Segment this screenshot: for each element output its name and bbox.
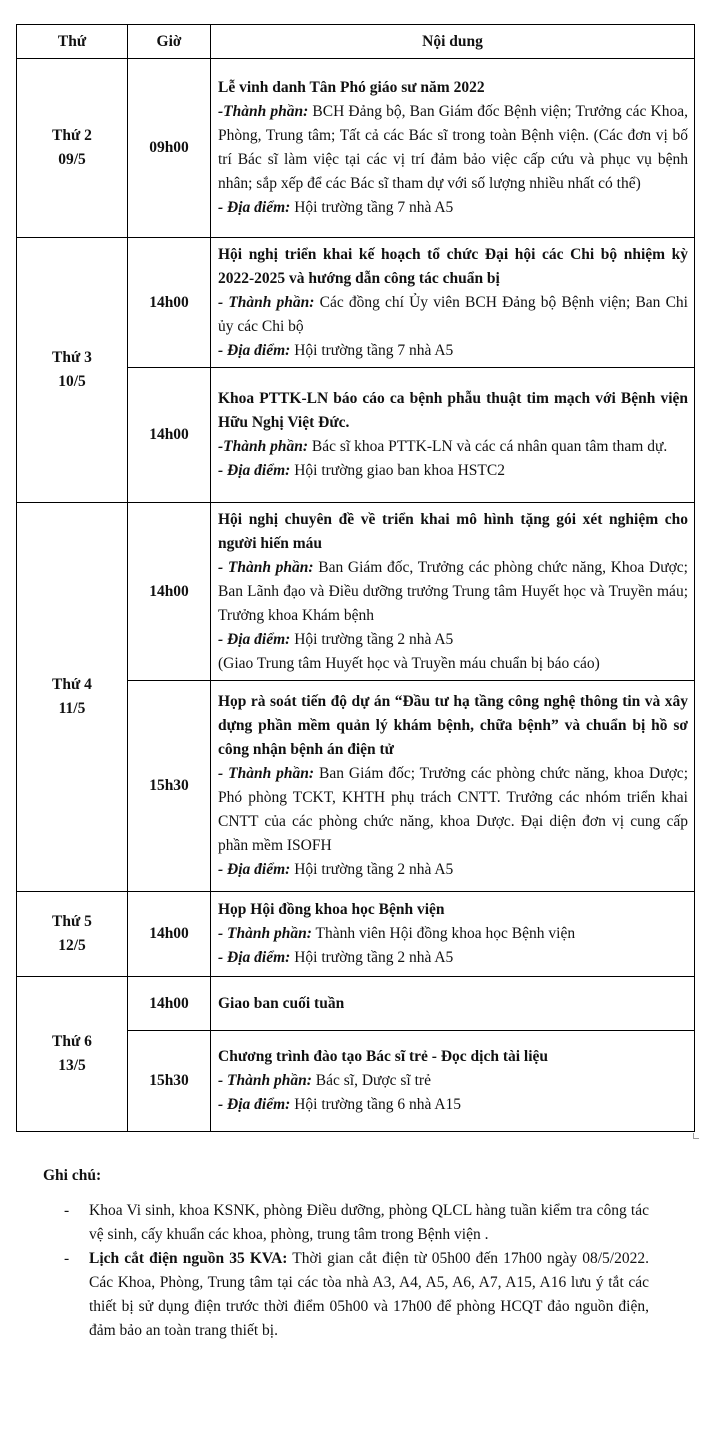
event-content bbox=[211, 1031, 695, 1132]
location-label: - Địa điểm: bbox=[218, 861, 291, 878]
time-cell: 14h00 bbox=[128, 892, 211, 977]
day-label: Thứ 5 bbox=[52, 913, 92, 930]
location-text: Hội trường tầng 7 nhà A5 bbox=[290, 341, 454, 359]
event-title: Khoa PTTK-LN báo cáo ca bệnh phẫu thuật tim mạch với Bệnh viện Hữu Nghị Việt Đức. bbox=[218, 390, 688, 431]
event-participants bbox=[218, 435, 688, 459]
location-label: - Địa điểm: bbox=[218, 462, 291, 479]
day-date: 13/5 bbox=[58, 1057, 86, 1074]
event-location bbox=[218, 1093, 688, 1117]
participants-text: Bác sĩ khoa PTTK-LN và các cá nhân quan tâm tham dự. bbox=[308, 438, 668, 455]
time-cell: 14h00 bbox=[128, 368, 211, 503]
event-location bbox=[218, 946, 688, 970]
header-time: Giờ bbox=[128, 25, 211, 59]
table-row bbox=[17, 892, 695, 977]
day-cell bbox=[17, 59, 128, 238]
table-end-marker bbox=[693, 1133, 699, 1139]
table-row bbox=[17, 503, 695, 681]
participants-label: - Thành phần: bbox=[218, 925, 312, 942]
event-participants bbox=[218, 922, 688, 946]
day-label: Thứ 2 bbox=[52, 127, 92, 144]
event-participants bbox=[218, 556, 688, 628]
time-cell: 09h00 bbox=[128, 59, 211, 238]
day-cell bbox=[17, 977, 128, 1132]
event-title: Họp rà soát tiến độ dự án “Đầu tư hạ tầng công nghệ thông tin và xây dựng phần mềm quản lý khám bệnh, chữa bệnh” và chuẩn bị hồ sơ công nhận bệnh án điện tử bbox=[218, 693, 688, 758]
event-location bbox=[218, 628, 688, 652]
note-bullet: - bbox=[64, 1250, 70, 1267]
event-title: Lễ vinh danh Tân Phó giáo sư năm 2022 bbox=[218, 79, 485, 96]
time-cell: 15h30 bbox=[128, 681, 211, 892]
schedule-table bbox=[16, 24, 695, 1132]
event-participants bbox=[218, 100, 688, 196]
note-text: Khoa Vi sinh, khoa KSNK, phòng Điều dưỡng, phòng QLCL hàng tuần kiểm tra công tác vệ sinh, cấy khuẩn các khoa, phòng, trung tâm trong Bệnh viện . bbox=[89, 1202, 649, 1243]
day-date: 10/5 bbox=[58, 373, 86, 390]
event-title: Họp Hội đồng khoa học Bệnh viện bbox=[218, 901, 445, 918]
participants-text: Ban Giám đốc, Trưởng các phòng chức năng, Khoa Dược; Ban Lãnh đạo và Điều dưỡng trưởng Trung tâm Huyết học và Truyền máu; Trưởng khoa Khám bệnh bbox=[218, 558, 688, 624]
location-label: - Địa điểm: bbox=[218, 341, 291, 359]
location-label: - Địa điểm: bbox=[218, 1096, 291, 1113]
day-label: Thứ 3 bbox=[52, 349, 92, 366]
event-title: Giao ban cuối tuần bbox=[218, 994, 345, 1012]
participants-label: - Thành phần: bbox=[218, 765, 315, 782]
event-content bbox=[211, 892, 695, 977]
participants-label: - Thành phần: bbox=[218, 558, 314, 576]
location-text: Hội trường tầng 7 nhà A5 bbox=[290, 199, 454, 216]
event-participants bbox=[218, 291, 688, 339]
location-text: Hội trường tầng 6 nhà A15 bbox=[290, 1096, 462, 1113]
day-label: Thứ 4 bbox=[52, 676, 92, 693]
header-content: Nội dung bbox=[211, 25, 695, 59]
location-text: Hội trường tầng 2 nhà A5 bbox=[290, 861, 454, 878]
event-title: Chương trình đào tạo Bác sĩ trẻ - Đọc dịch tài liệu bbox=[218, 1048, 549, 1065]
event-content bbox=[211, 368, 695, 503]
time-cell: 14h00 bbox=[128, 977, 211, 1031]
day-cell bbox=[17, 503, 128, 892]
header-day: Thứ bbox=[17, 25, 128, 59]
participants-text: Bác sĩ, Dược sĩ trẻ bbox=[311, 1072, 431, 1089]
participants-text: Các đồng chí Ủy viên BCH Đảng bộ Bệnh viện; Ban Chi ủy các Chi bộ bbox=[218, 293, 688, 335]
day-date: 11/5 bbox=[58, 700, 86, 717]
event-location bbox=[218, 196, 688, 220]
time-cell: 14h00 bbox=[128, 238, 211, 368]
event-participants bbox=[218, 762, 688, 858]
table-row bbox=[17, 59, 695, 238]
participants-label: - Thành phần: bbox=[218, 293, 315, 311]
participants-label: -Thành phần: bbox=[218, 438, 309, 455]
participants-label: - Thành phần: bbox=[218, 1072, 312, 1089]
location-text: Hội trường tầng 2 nhà A5 bbox=[290, 949, 454, 966]
event-participants bbox=[218, 1069, 688, 1093]
note-text: Thời gian cắt điện từ 05h00 đến 17h00 ngày 08/5/2022. Các Khoa, Phòng, Trung tâm tại các tòa nhà A3, A4, A5, A6, A7, A15, A16 lưu ý tắt các thiết bị sử dụng điện trước thời điểm 05h00 và 17h00 để phòng HCQT đảo nguồn điện, đảm bảo an toàn trang thiết bị. bbox=[89, 1250, 649, 1339]
participants-text: BCH Đảng bộ, Ban Giám đốc Bệnh viện; Trưởng các Khoa, Phòng, Trung tâm; Tất cả các Bác sĩ trong toàn Bệnh viện. (Các đơn vị bố trí Bác sĩ làm việc tại các vị trí đảm bảo việc cấp cứu và phục vụ bệnh nhân; sắp xếp để các Bác sĩ tham dự với số lượng nhiều nhất có thể) bbox=[218, 103, 688, 192]
day-cell bbox=[17, 892, 128, 977]
notes-title: Ghi chú: bbox=[43, 1167, 102, 1184]
event-title: Hội nghị chuyên đề về triển khai mô hình tặng gói xét nghiệm cho người hiến máu bbox=[218, 510, 688, 552]
table-row bbox=[17, 238, 695, 368]
day-date: 12/5 bbox=[58, 937, 86, 954]
time-cell: 14h00 bbox=[128, 503, 211, 681]
participants-text: Ban Giám đốc; Trưởng các phòng chức năng, khoa Dược; Phó phòng TCKT, KHTH phụ trách CNTT. Trưởng các nhóm triển khai CNTT của các phòng chức năng, khoa Dược. Đại diện đơn vị cung cấp phần mềm ISOFH bbox=[218, 765, 688, 854]
location-label: - Địa điểm: bbox=[218, 199, 291, 216]
location-label: - Địa điểm: bbox=[218, 630, 291, 648]
day-date: 09/5 bbox=[58, 151, 86, 168]
note-item bbox=[43, 1199, 649, 1247]
event-note: (Giao Trung tâm Huyết học và Truyền máu chuẩn bị báo cáo) bbox=[218, 654, 600, 672]
event-location bbox=[218, 339, 688, 363]
table-header-row bbox=[17, 25, 695, 59]
location-text: Hội trường tầng 2 nhà A5 bbox=[290, 630, 454, 648]
event-content bbox=[211, 977, 695, 1031]
note-heading: Lịch cắt điện nguồn 35 KVA: bbox=[89, 1250, 288, 1267]
day-label: Thứ 6 bbox=[52, 1033, 92, 1050]
time-cell: 15h30 bbox=[128, 1031, 211, 1132]
event-title: Hội nghị triển khai kế hoạch tổ chức Đại hội các Chi bộ nhiệm kỳ 2022-2025 và hướng dẫn công tác chuẩn bị bbox=[218, 245, 688, 287]
participants-text: Thành viên Hội đồng khoa học Bệnh viện bbox=[311, 925, 576, 942]
event-location bbox=[218, 858, 688, 882]
location-text: Hội trường giao ban khoa HSTC2 bbox=[290, 462, 505, 479]
notes-section bbox=[43, 1164, 649, 1343]
location-label: - Địa điểm: bbox=[218, 949, 291, 966]
event-content bbox=[211, 59, 695, 238]
event-content bbox=[211, 238, 695, 368]
note-bullet: - bbox=[64, 1202, 70, 1219]
note-item bbox=[43, 1247, 649, 1343]
event-location bbox=[218, 459, 688, 483]
event-content bbox=[211, 503, 695, 681]
participants-label: -Thành phần: bbox=[218, 103, 309, 120]
table-row bbox=[17, 977, 695, 1031]
day-cell bbox=[17, 238, 128, 503]
event-content bbox=[211, 681, 695, 892]
